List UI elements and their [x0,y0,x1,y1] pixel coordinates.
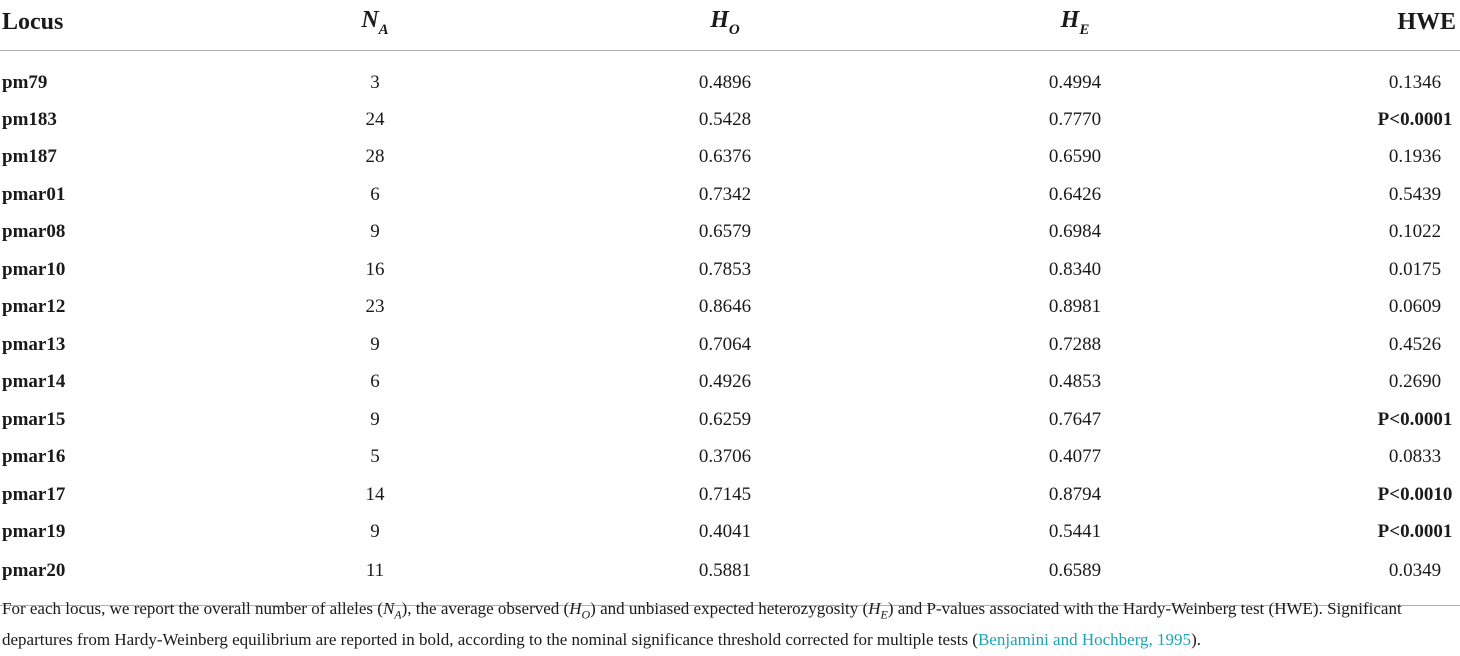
locus-cell: pmar19 [2,521,66,543]
he-cell: 0.7647 [1048,408,1102,430]
hwe-cell: 0.1022 [1388,221,1442,243]
na-cell: 6 [370,371,380,393]
locus-cell: pmar20 [0,551,200,606]
header-ho: $H_O$ [550,0,900,51]
he-cell: 0.5441 [1048,521,1102,543]
header-hwe: HWE [1250,0,1460,51]
hwe-cell: 0.1346 [1388,72,1442,93]
ho-cell: 0.7064 [698,333,752,355]
he-cell: 0.4853 [1048,371,1102,393]
ho-cell: 0.4926 [698,371,752,393]
he-cell: 0.6426 [1048,183,1102,205]
table-row [0,101,1460,139]
table-body [0,51,1460,606]
locus-cell: pm79 [2,72,48,93]
he-cell: 0.4077 [1048,446,1102,468]
na-cell: 9 [370,521,380,543]
hwe-cell: P<0.0001 [1377,408,1453,430]
table-row [0,514,1460,552]
he-cell: 0.4994 [1048,72,1102,93]
na-cell: 3 [370,72,380,93]
locus-cell: pmar14 [2,371,66,393]
table-row [0,401,1460,439]
locus-cell: pm183 [2,108,57,130]
he-cell: 0.7288 [1048,333,1102,355]
ho-cell: 0.4041 [698,521,752,543]
header-locus: Locus [0,0,200,51]
ho-cell: 0.4896 [698,72,752,93]
header-he: $H_E$ [900,0,1250,51]
na-cell: 16 [365,258,385,280]
ho-cell: 0.6259 [698,408,752,430]
table-row [0,51,1460,102]
table-row [0,176,1460,214]
ho-cell: 0.6376 [698,146,752,168]
table-header-row [0,0,1460,51]
locus-cell: pmar08 [2,221,66,243]
hwe-cell: 0.2690 [1388,371,1442,393]
na-cell: 23 [365,296,385,318]
ho-cell: 0.7853 [698,258,752,280]
na-cell: 14 [365,483,385,505]
hwe-cell: P<0.0001 [1377,521,1453,543]
he-cell: 0.8794 [1048,483,1102,505]
table-row [0,139,1460,177]
table-row [0,289,1460,327]
ho-cell: 0.8646 [698,296,752,318]
table-row [0,476,1460,514]
he-cell: 0.6984 [1048,221,1102,243]
table-row [0,439,1460,477]
hwe-cell: 0.0833 [1388,446,1442,468]
locus-cell: pmar15 [2,408,66,430]
na-cell: 9 [370,408,380,430]
hwe-cell: P<0.0001 [1377,108,1453,130]
table-row [0,326,1460,364]
ho-cell: 0.5881 [550,551,900,606]
na-cell: 6 [370,183,380,205]
he-cell: 0.7770 [1048,108,1102,130]
hwe-cell: 0.0349 [1250,551,1460,606]
hwe-cell: P<0.0010 [1377,483,1453,505]
hwe-cell: 0.4526 [1388,333,1442,355]
hwe-cell: 0.0609 [1388,296,1442,318]
hwe-cell: 0.5439 [1388,183,1442,205]
na-cell: 9 [370,333,380,355]
ho-cell: 0.3706 [698,446,752,468]
he-cell: 0.8981 [1048,296,1102,318]
locus-cell: pmar17 [2,483,66,505]
locus-cell: pmar12 [2,296,66,318]
ho-cell: 0.7145 [698,483,752,505]
na-cell: 24 [365,108,385,130]
na-cell: 11 [200,551,550,606]
reference-link[interactable]: Benjamini and Hochberg, 1995 [977,630,1192,650]
locus-cell: pmar16 [2,446,66,468]
ho-cell: 0.7342 [698,183,752,205]
locus-cell: pm187 [2,146,57,168]
he-cell: 0.6590 [1048,146,1102,168]
locus-cell: pmar13 [2,333,66,355]
na-cell: 9 [370,221,380,243]
hwe-cell: 0.0175 [1388,258,1442,280]
locus-cell: pmar10 [2,258,66,280]
table-footnote: For each locus, we report the overall number of alleles $(N_A)$, the average observed $(H_O)$ and unbiased expected heterozygosity $(H_E)$ and P-values associated with the Hardy-Weinberg test (HWE). Significant departures from Hardy-Weinberg equilibrium are reported in bold, according to the nominal significance threshold corrected for multiple tests (Benjamini and Hochberg, 1995). [2,599,1402,650]
header-na: $N_A$ [200,0,550,51]
hwe-cell: 0.1936 [1388,146,1442,168]
na-cell: 28 [365,146,385,168]
he-cell: 0.8340 [1048,258,1102,280]
he-cell: 0.6589 [900,551,1250,606]
ho-cell: 0.5428 [698,108,752,130]
ho-cell: 0.6579 [698,221,752,243]
table-row [0,364,1460,402]
locus-cell: pmar01 [2,183,66,205]
na-cell: 5 [370,446,380,468]
table-row [0,251,1460,289]
table-row [0,214,1460,252]
